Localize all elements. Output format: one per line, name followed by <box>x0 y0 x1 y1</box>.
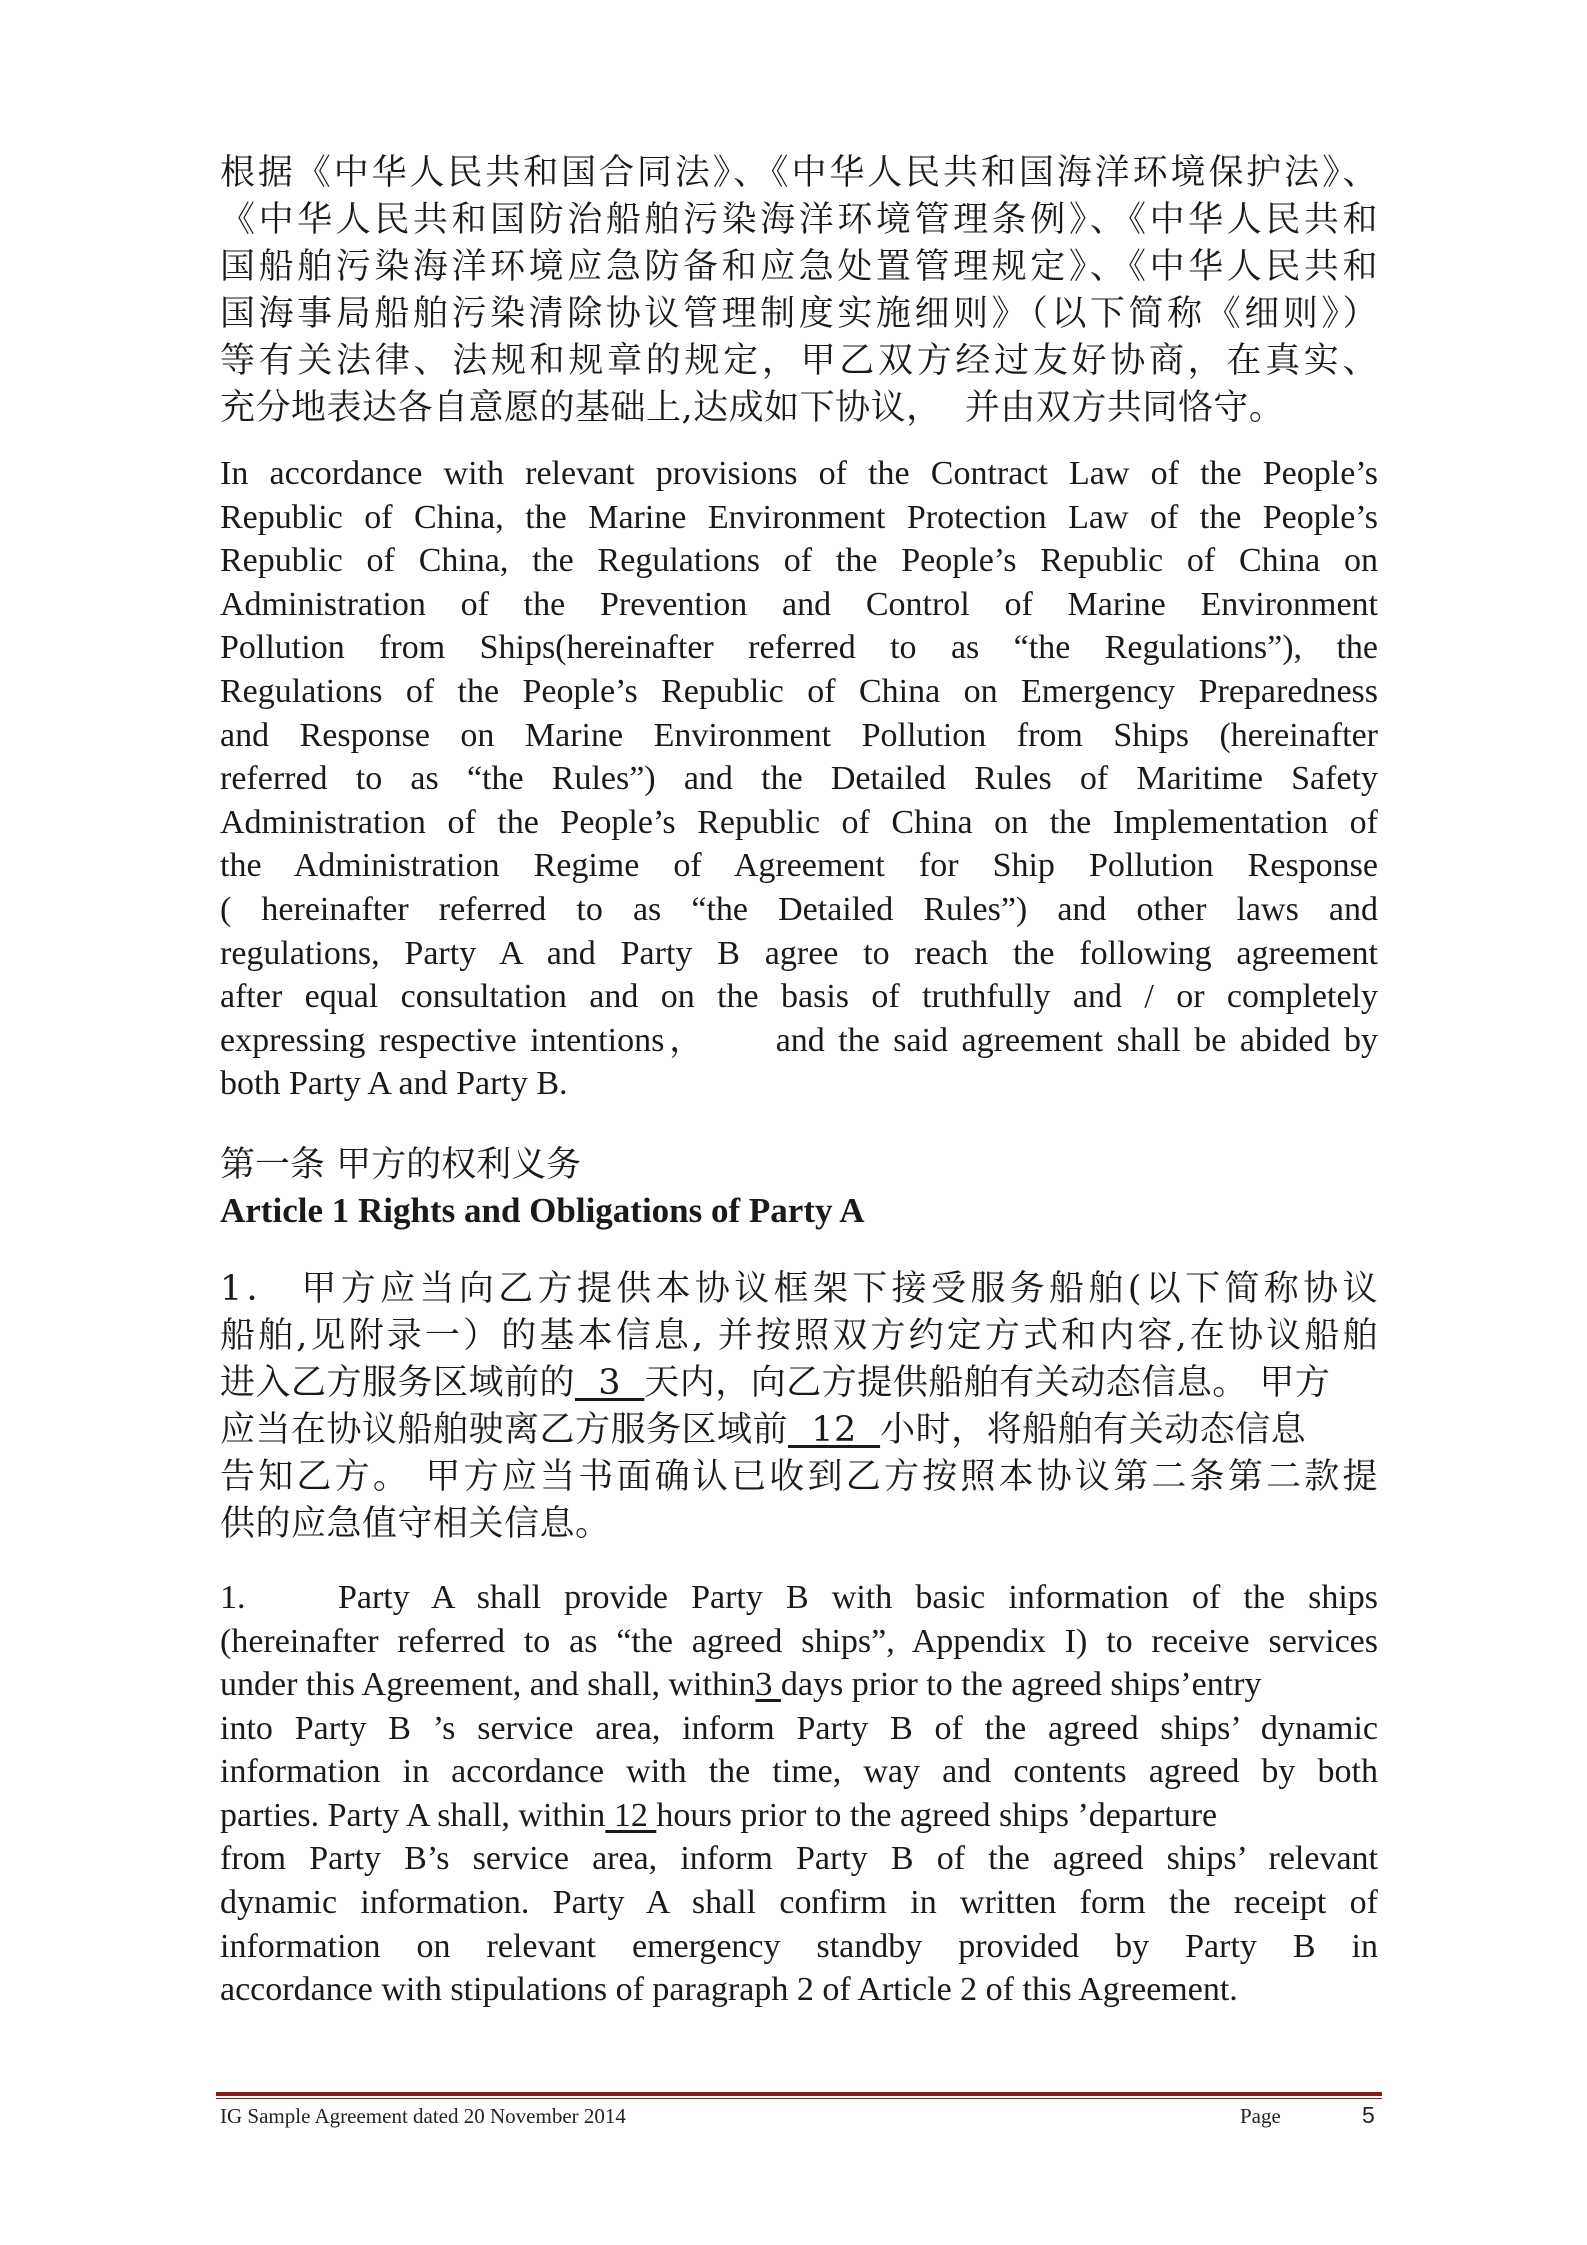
clause1-zh-days-value: 3 <box>575 1362 645 1403</box>
clause1-en-line3-post: days prior to the agreed ships’entry <box>780 1666 1262 1704</box>
intro-en-line-9: Administration of the People’s Republic of China on the Implementation of <box>220 803 1378 841</box>
clause1-zh-line4 <box>220 1407 1378 1454</box>
intro-en-line-12: regulations, Party A and Party B agree to reach the following agreement <box>220 934 1378 972</box>
clause1-en-line6-post: hours prior to the agreed ships ’departure <box>656 1796 1218 1834</box>
article1-clause1-en <box>220 1576 1378 2012</box>
clause1-en-line3 <box>220 1663 1378 1707</box>
intro-zh-line-2: 《中华人民共和国防治船舶污染海洋环境管理条例》、《中华人民共和 <box>220 200 1378 240</box>
intro-en-line-8: referred to as “the Rules”) and the Detailed Rules of Maritime Safety <box>220 760 1378 798</box>
intro-en-line-4: Administration of the Prevention and Control of Marine Environment <box>220 585 1378 623</box>
clause1-en-line7: from Party B’s service area, inform Party B of the agreed ships’ relevant <box>220 1840 1378 1878</box>
clause1-zh-line1: 1． 甲方应当向乙方提供本协议框架下接受服务船舶(以下简称协议 <box>220 1268 1378 1309</box>
clause1-zh-hours-value: 12 <box>788 1409 881 1450</box>
footer-page-label: Page <box>1240 2104 1281 2128</box>
article1-clause1-zh <box>220 1266 1378 1548</box>
footer-document-title: IG Sample Agreement dated 20 November 2014 <box>220 2104 626 2128</box>
clause1-zh-line2: 船舶,见附录一）的基本信息, 并按照双方约定方式和内容,在协议船舶 <box>220 1315 1378 1356</box>
clause1-en-line9: information on relevant emergency standby provided by Party B in <box>220 1927 1378 1965</box>
clause1-zh-line6: 供的应急值守相关信息。 <box>220 1503 611 1544</box>
footer-rule <box>216 2092 1382 2096</box>
intro-en-line-3: Republic of China, the Regulations of the People’s Republic of China on <box>220 542 1378 580</box>
article1-heading-en: Article 1 Rights and Obligations of Party A <box>220 1190 865 1230</box>
clause1-zh-line3-post: 天内，向乙方提供船舶有关动态信息。 甲方 <box>644 1362 1331 1403</box>
intro-zh-line-3: 国船舶污染海洋环境应急防备和应急处置管理规定》、《中华人民共和 <box>220 247 1378 287</box>
clause1-zh-line5: 告知乙方。 甲方应当书面确认已收到乙方按照本协议第二条第二款提 <box>220 1456 1378 1497</box>
intro-zh-line-6: 充分地表达各自意愿的基础上,达成如下协议， 并由双方共同恪守。 <box>220 388 1285 428</box>
intro-en-line-2: Republic of China, the Marine Environment Protection Law of the People’s <box>220 498 1378 536</box>
intro-en-line-10: the Administration Regime of Agreement for Ship Pollution Response <box>220 847 1378 885</box>
footer-page-number: 5 <box>1362 2102 1375 2128</box>
clause1-en-line2: (hereinafter referred to as “the agreed ships”, Appendix I) to receive services <box>220 1622 1378 1660</box>
clause1-zh-line3-pre: 进入乙方服务区域前的 <box>220 1362 576 1403</box>
document-body <box>220 150 1378 2012</box>
intro-paragraph-zh <box>220 150 1378 432</box>
intro-en-line-7: and Response on Marine Environment Pollution from Ships (hereinafter <box>220 716 1378 754</box>
intro-zh-line-1: 根据《中华人民共和国合同法》、《中华人民共和国海洋环境保护法》、 <box>220 153 1378 193</box>
clause1-en-line6-pre: parties. Party A shall, within <box>220 1796 606 1834</box>
clause1-en-line6 <box>220 1794 1378 1838</box>
intro-en-line-14: expressing respective intentions， and the said agreement shall be abided by <box>220 1021 1378 1059</box>
clause1-zh-line4-post: 小时，将船舶有关动态信息 <box>880 1409 1307 1450</box>
clause1-en-line1: 1. Party A shall provide Party B with basic information of the ships <box>220 1578 1378 1616</box>
clause1-zh-line3 <box>220 1360 1378 1407</box>
clause1-en-line10: accordance with stipulations of paragraph 2 of Article 2 of this Agreement. <box>220 1971 1238 2009</box>
clause1-en-line5: information in accordance with the time, way and contents agreed by both <box>220 1753 1378 1791</box>
clause1-en-line3-pre: under this Agreement, and shall, within <box>220 1666 756 1704</box>
article1-heading-zh: 第一条 甲方的权利义务 <box>220 1144 582 1185</box>
intro-zh-line-4: 国海事局船舶污染清除协议管理制度实施细则》（以下简称《细则》） <box>220 294 1378 334</box>
clause1-en-line8: dynamic information. Party A shall confirm in written form the receipt of <box>220 1884 1378 1922</box>
clause1-zh-line4-pre: 应当在协议船舶驶离乙方服务区域前 <box>220 1409 789 1450</box>
intro-zh-line-5: 等有关法律、法规和规章的规定，甲乙双方经过友好协商，在真实、 <box>220 341 1378 381</box>
intro-en-line-15: both Party A and Party B. <box>220 1065 568 1103</box>
intro-en-line-1: In accordance with relevant provisions of the Contract Law of the People’s <box>220 455 1378 492</box>
clause1-en-days-value: 3 <box>755 1666 781 1704</box>
intro-en-line-13: after equal consultation and on the basis of truthfully and / or completely <box>220 978 1378 1016</box>
intro-paragraph-en <box>220 452 1378 1106</box>
clause1-en-hours-value: 12 <box>605 1796 657 1834</box>
clause1-en-line4: into Party B ’s service area, inform Party B of the agreed ships’ dynamic <box>220 1709 1378 1747</box>
footer-rule-thin <box>216 2098 1382 2099</box>
intro-en-line-11: ( hereinafter referred to as “the Detailed Rules”) and other laws and <box>220 890 1378 928</box>
intro-en-line-6: Regulations of the People’s Republic of China on Emergency Preparedness <box>220 672 1378 710</box>
intro-en-line-5: Pollution from Ships(hereinafter referred to as “the Regulations”), the <box>220 629 1378 667</box>
